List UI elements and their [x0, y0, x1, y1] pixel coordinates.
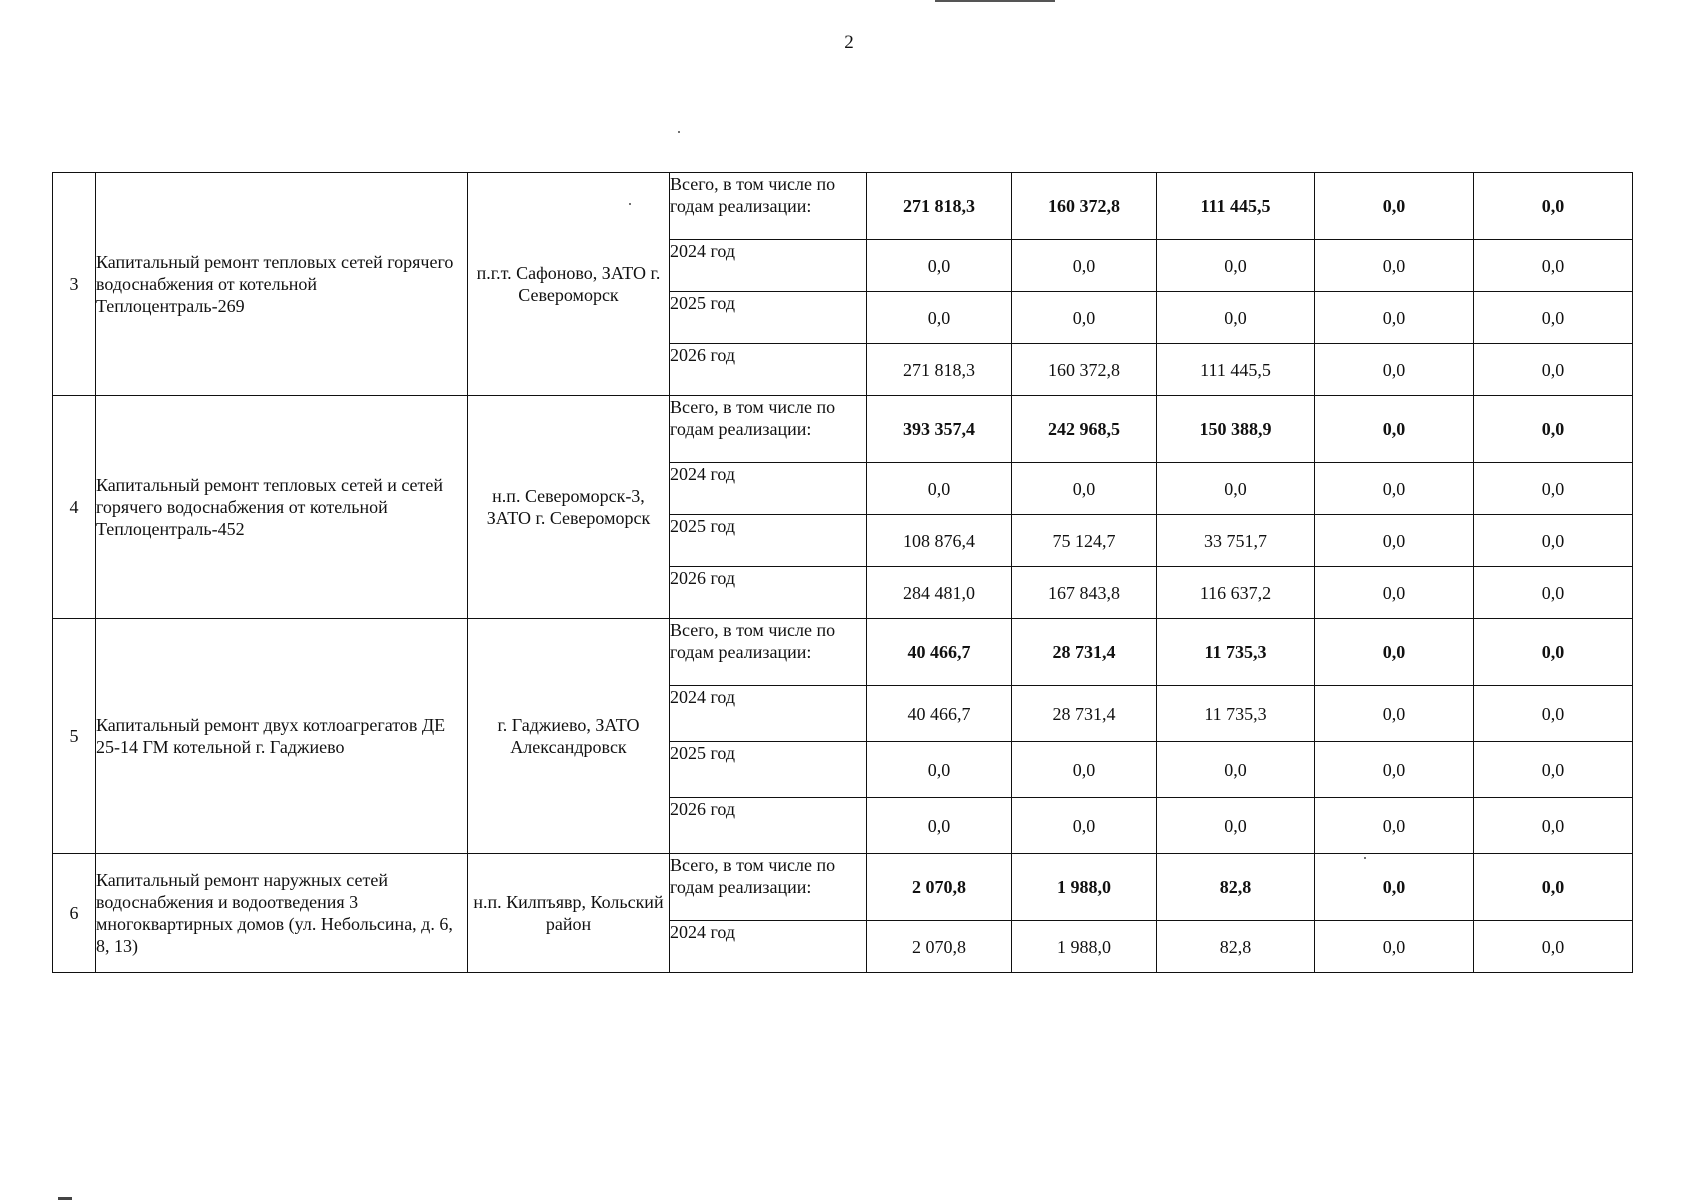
period-label: 2025 год	[670, 742, 867, 798]
value-local-budget: 0,0	[1315, 463, 1474, 515]
project-location: н.п. Килпъявр, Кольский район	[468, 854, 670, 973]
value-other-sources: 0,0	[1474, 463, 1633, 515]
value-regional-budget: 82,8	[1157, 921, 1315, 973]
value-local-budget: 0,0	[1315, 619, 1474, 686]
value-other-sources: 0,0	[1474, 686, 1633, 742]
table-body	[53, 173, 1633, 973]
value-federal-budget: 160 372,8	[1012, 173, 1157, 240]
table-row-total	[53, 854, 1633, 921]
project-location: п.г.т. Сафоново, ЗАТО г. Североморск	[468, 173, 670, 396]
row-number: 3	[53, 173, 96, 396]
value-regional-budget: 11 735,3	[1157, 686, 1315, 742]
value-regional-budget: 111 445,5	[1157, 173, 1315, 240]
value-total-cost: 108 876,4	[867, 515, 1012, 567]
value-total-cost: 40 466,7	[867, 686, 1012, 742]
value-local-budget: 0,0	[1315, 292, 1474, 344]
value-local-budget: 0,0	[1315, 173, 1474, 240]
value-local-budget: 0,0	[1315, 798, 1474, 854]
value-other-sources: 0,0	[1474, 567, 1633, 619]
table-row-total	[53, 173, 1633, 240]
page-number: 2	[844, 32, 854, 53]
value-total-cost: 393 357,4	[867, 396, 1012, 463]
value-regional-budget: 82,8	[1157, 854, 1315, 921]
value-total-cost: 0,0	[867, 798, 1012, 854]
table-row-total	[53, 619, 1633, 686]
value-federal-budget: 0,0	[1012, 798, 1157, 854]
value-regional-budget: 111 445,5	[1157, 344, 1315, 396]
value-local-budget: 0,0	[1315, 515, 1474, 567]
value-federal-budget: 75 124,7	[1012, 515, 1157, 567]
value-local-budget: 0,0	[1315, 396, 1474, 463]
value-local-budget: 0,0	[1315, 344, 1474, 396]
value-regional-budget: 0,0	[1157, 742, 1315, 798]
value-local-budget: 0,0	[1315, 686, 1474, 742]
value-regional-budget: 0,0	[1157, 240, 1315, 292]
value-regional-budget: 0,0	[1157, 798, 1315, 854]
value-local-budget: 0,0	[1315, 742, 1474, 798]
value-regional-budget: 116 637,2	[1157, 567, 1315, 619]
value-other-sources: 0,0	[1474, 344, 1633, 396]
value-other-sources: 0,0	[1474, 921, 1633, 973]
value-other-sources: 0,0	[1474, 292, 1633, 344]
project-name: Капитальный ремонт тепловых сетей и сетей горячего водоснабжения от котельной Теплоцентраль-452	[96, 396, 468, 619]
value-federal-budget: 160 372,8	[1012, 344, 1157, 396]
period-label: 2024 год	[670, 463, 867, 515]
value-local-budget: 0,0	[1315, 567, 1474, 619]
row-number: 5	[53, 619, 96, 854]
scan-artifact-dot	[678, 131, 680, 133]
value-other-sources: 0,0	[1474, 396, 1633, 463]
value-other-sources: 0,0	[1474, 515, 1633, 567]
value-regional-budget: 0,0	[1157, 292, 1315, 344]
scan-artifact-line	[935, 0, 1055, 2]
value-total-cost: 271 818,3	[867, 344, 1012, 396]
period-label: 2025 год	[670, 515, 867, 567]
project-name: Капитальный ремонт наружных сетей водоснабжения и водоотведения 3 многоквартирных домов (ул. Небольсина, д. 6, 8, 13)	[96, 854, 468, 973]
row-number: 6	[53, 854, 96, 973]
value-local-budget: 0,0	[1315, 240, 1474, 292]
value-total-cost: 0,0	[867, 240, 1012, 292]
funding-table	[52, 172, 1633, 973]
value-federal-budget: 0,0	[1012, 463, 1157, 515]
value-federal-budget: 167 843,8	[1012, 567, 1157, 619]
value-total-cost: 2 070,8	[867, 921, 1012, 973]
value-total-cost: 2 070,8	[867, 854, 1012, 921]
value-other-sources: 0,0	[1474, 798, 1633, 854]
value-total-cost: 0,0	[867, 463, 1012, 515]
value-federal-budget: 1 988,0	[1012, 921, 1157, 973]
value-local-budget: 0,0	[1315, 921, 1474, 973]
value-regional-budget: 33 751,7	[1157, 515, 1315, 567]
value-other-sources: 0,0	[1474, 854, 1633, 921]
table-row-total	[53, 396, 1633, 463]
project-location: г. Гаджиево, ЗАТО Александровск	[468, 619, 670, 854]
value-total-cost: 0,0	[867, 742, 1012, 798]
period-label: 2024 год	[670, 240, 867, 292]
value-regional-budget: 150 388,9	[1157, 396, 1315, 463]
value-federal-budget: 0,0	[1012, 240, 1157, 292]
value-federal-budget: 28 731,4	[1012, 686, 1157, 742]
value-total-cost: 0,0	[867, 292, 1012, 344]
value-other-sources: 0,0	[1474, 742, 1633, 798]
value-federal-budget: 242 968,5	[1012, 396, 1157, 463]
project-location: н.п. Североморск-3, ЗАТО г. Североморск	[468, 396, 670, 619]
period-label: 2026 год	[670, 567, 867, 619]
period-label: 2024 год	[670, 921, 867, 973]
value-other-sources: 0,0	[1474, 173, 1633, 240]
value-regional-budget: 11 735,3	[1157, 619, 1315, 686]
value-regional-budget: 0,0	[1157, 463, 1315, 515]
period-label: Всего, в том числе по годам реализации:	[670, 854, 867, 921]
value-total-cost: 271 818,3	[867, 173, 1012, 240]
project-name: Капитальный ремонт тепловых сетей горячего водоснабжения от котельной Теплоцентраль-269	[96, 173, 468, 396]
period-label: 2026 год	[670, 798, 867, 854]
value-other-sources: 0,0	[1474, 240, 1633, 292]
value-total-cost: 284 481,0	[867, 567, 1012, 619]
value-other-sources: 0,0	[1474, 619, 1633, 686]
project-name: Капитальный ремонт двух котлоагрегатов ДЕ 25-14 ГМ котельной г. Гаджиево	[96, 619, 468, 854]
period-label: Всего, в том числе по годам реализации:	[670, 396, 867, 463]
row-number: 4	[53, 396, 96, 619]
value-federal-budget: 0,0	[1012, 292, 1157, 344]
value-federal-budget: 28 731,4	[1012, 619, 1157, 686]
period-label: 2024 год	[670, 686, 867, 742]
value-total-cost: 40 466,7	[867, 619, 1012, 686]
value-federal-budget: 1 988,0	[1012, 854, 1157, 921]
period-label: 2026 год	[670, 344, 867, 396]
value-local-budget: 0,0	[1315, 854, 1474, 921]
period-label: Всего, в том числе по годам реализации:	[670, 619, 867, 686]
period-label: Всего, в том числе по годам реализации:	[670, 173, 867, 240]
period-label: 2025 год	[670, 292, 867, 344]
value-federal-budget: 0,0	[1012, 742, 1157, 798]
